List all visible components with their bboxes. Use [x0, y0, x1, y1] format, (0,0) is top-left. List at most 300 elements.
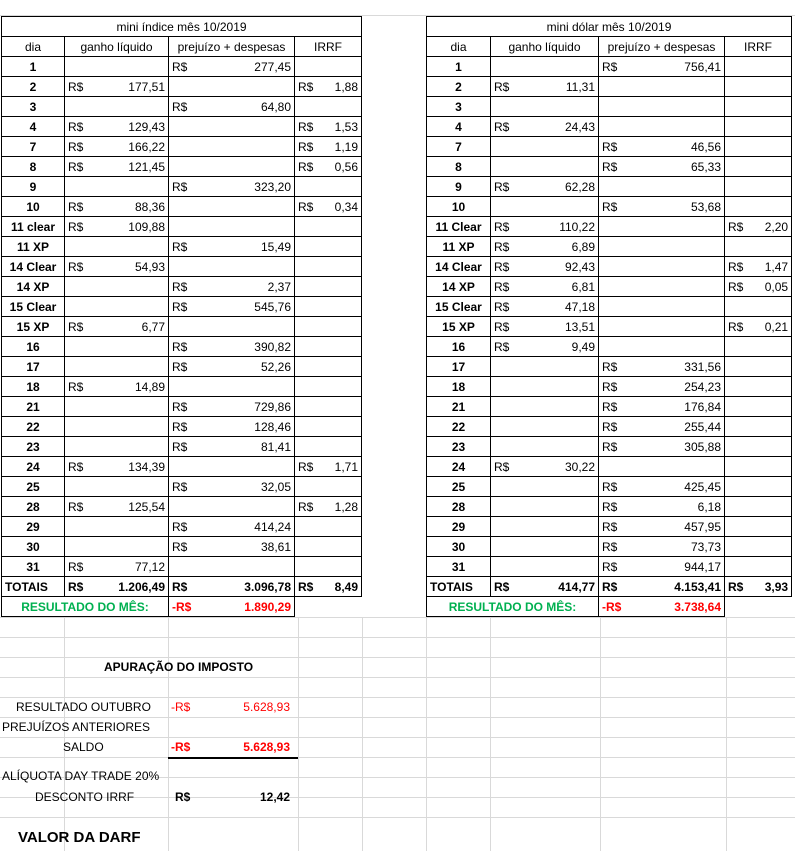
totals-ganho: [491, 577, 599, 597]
amount: 0,56: [334, 159, 359, 174]
amount: 121,45: [128, 159, 165, 174]
ganho-cell-money: [494, 260, 595, 274]
day-cell: 4: [427, 117, 491, 137]
irrf-cell: [725, 437, 792, 457]
table-row: [427, 177, 792, 197]
amount: 414,24: [254, 519, 291, 534]
table-row: [2, 177, 362, 197]
totals-row: [427, 577, 792, 597]
day-cell: 4: [2, 117, 65, 137]
currency-symbol: R$: [602, 399, 618, 414]
irrf-cell: [295, 97, 362, 117]
amount: 46,56: [690, 139, 721, 154]
amount: 1,28: [334, 499, 359, 514]
ganho-cell: [491, 57, 599, 77]
day-cell: 7: [2, 137, 65, 157]
header-dia: dia: [427, 37, 491, 57]
irrf-cell: [295, 497, 362, 517]
prejuizo-cell: [169, 157, 295, 177]
ganho-cell: [491, 117, 599, 137]
day-cell: 8: [427, 157, 491, 177]
currency-symbol: R$: [602, 519, 618, 534]
currency-symbol: R$: [602, 379, 618, 394]
ganho-cell: [65, 177, 169, 197]
prejuizo-cell-money: [172, 240, 291, 254]
irrf-cell: [295, 437, 362, 457]
amount: 110,22: [559, 219, 595, 234]
day-cell: 28: [2, 497, 65, 517]
prejuizo-cell: [169, 337, 295, 357]
prejuizos-anteriores-label: PREJUÍZOS ANTERIORES: [2, 720, 151, 734]
amount: 125,54: [128, 499, 165, 514]
currency-symbol: R$: [298, 579, 314, 594]
mini-dolar-table: [426, 16, 792, 617]
mini-indice-title: mini índice mês 10/2019: [2, 17, 362, 37]
table-row: [2, 57, 362, 77]
amount: 6,18: [697, 499, 721, 514]
currency-symbol: R$: [172, 279, 188, 294]
ganho-cell: [65, 557, 169, 577]
desconto-irrf-prefix: R$: [175, 790, 191, 804]
day-cell: 25: [2, 477, 65, 497]
header-dia: dia: [2, 37, 65, 57]
amount: 390,82: [254, 339, 291, 354]
amount: 15,49: [260, 239, 291, 254]
irrf-money: [298, 120, 358, 134]
table-row: [2, 357, 362, 377]
amount: 729,86: [254, 399, 291, 414]
ganho-cell: [491, 217, 599, 237]
day-cell: 30: [427, 537, 491, 557]
table-row: [427, 477, 792, 497]
currency-symbol: R$: [68, 379, 84, 394]
irrf-cell: [725, 117, 792, 137]
irrf-cell: [725, 297, 792, 317]
irrf-cell: [725, 457, 792, 477]
currency-symbol: R$: [728, 279, 744, 294]
currency-symbol: R$: [494, 279, 510, 294]
amount: 14,89: [134, 379, 165, 394]
amount: 177,51: [128, 79, 165, 94]
ganho-cell: [491, 177, 599, 197]
table-row: [427, 197, 792, 217]
prejuizo-cell: [169, 417, 295, 437]
table-row: [2, 537, 362, 557]
currency-symbol: R$: [172, 539, 188, 554]
resultado-prefix: -R$: [602, 599, 622, 614]
ganho-cell-money: [494, 180, 595, 194]
amount: 128,46: [254, 419, 291, 434]
ganho-cell: [65, 197, 169, 217]
table-row: [427, 277, 792, 297]
currency-symbol: R$: [728, 219, 744, 234]
prejuizo-cell-money: [602, 200, 721, 214]
prejuizo-cell-money: [172, 360, 291, 374]
irrf-money: [298, 80, 358, 94]
amount: 1,88: [334, 79, 359, 94]
totals-prejuizo-money: [602, 580, 721, 594]
amount: 129,43: [128, 119, 165, 134]
saldo-underline: [168, 757, 298, 759]
amount: 81,41: [260, 439, 291, 454]
prejuizo-cell-money: [602, 560, 721, 574]
day-cell: 22: [427, 417, 491, 437]
day-cell: 21: [427, 397, 491, 417]
amount: 6,77: [141, 319, 165, 334]
amount: 277,45: [254, 59, 291, 74]
prejuizo-cell: [169, 277, 295, 297]
table-row: [2, 277, 362, 297]
ganho-cell: [65, 357, 169, 377]
amount: 8,49: [334, 579, 359, 594]
currency-symbol: R$: [68, 79, 84, 94]
irrf-cell: [295, 277, 362, 297]
valor-darf-label: VALOR DA DARF: [18, 829, 141, 846]
amount: 52,26: [260, 359, 291, 374]
totals-row: [2, 577, 362, 597]
irrf-cell: [725, 377, 792, 397]
ganho-cell-money: [494, 280, 595, 294]
ganho-cell: [65, 257, 169, 277]
prejuizo-cell: [599, 357, 725, 377]
irrf-money: [298, 140, 358, 154]
irrf-cell: [725, 217, 792, 237]
irrf-cell: [295, 177, 362, 197]
amount: 1,47: [764, 259, 789, 274]
prejuizo-cell: [599, 177, 725, 197]
ganho-cell: [491, 437, 599, 457]
prejuizo-cell-money: [602, 400, 721, 414]
day-cell: 14 XP: [427, 277, 491, 297]
irrf-cell: [295, 397, 362, 417]
currency-symbol: R$: [494, 179, 510, 194]
prejuizo-cell: [169, 117, 295, 137]
currency-symbol: R$: [172, 299, 188, 314]
irrf-cell: [725, 397, 792, 417]
day-cell: 11 clear: [2, 217, 65, 237]
table-row: [2, 377, 362, 397]
currency-symbol: R$: [494, 219, 510, 234]
ganho-cell: [491, 157, 599, 177]
prejuizo-cell-money: [602, 60, 721, 74]
prejuizo-cell: [599, 277, 725, 297]
irrf-cell: [725, 57, 792, 77]
day-cell: 17: [2, 357, 65, 377]
header-ganho: ganho líquido: [65, 37, 169, 57]
currency-symbol: R$: [68, 199, 84, 214]
day-cell: 2: [2, 77, 65, 97]
prejuizo-cell: [599, 97, 725, 117]
currency-symbol: R$: [298, 119, 314, 134]
prejuizo-cell: [599, 77, 725, 97]
table-row: [427, 97, 792, 117]
currency-symbol: R$: [298, 199, 314, 214]
ganho-cell: [491, 357, 599, 377]
currency-symbol: R$: [602, 359, 618, 374]
day-cell: 11 XP: [2, 237, 65, 257]
currency-symbol: R$: [172, 399, 188, 414]
day-cell: 11 XP: [427, 237, 491, 257]
table-row: [427, 317, 792, 337]
table-row: [2, 137, 362, 157]
prejuizo-cell-money: [172, 340, 291, 354]
irrf-cell: [295, 337, 362, 357]
amount: 54,93: [134, 259, 165, 274]
ganho-cell: [491, 337, 599, 357]
ganho-cell: [65, 517, 169, 537]
ganho-cell: [65, 217, 169, 237]
resultado-label: RESULTADO DO MÊS:: [427, 597, 599, 617]
table-row: [427, 517, 792, 537]
ganho-cell: [65, 57, 169, 77]
irrf-cell: [725, 177, 792, 197]
currency-symbol: R$: [298, 79, 314, 94]
prejuizo-cell: [169, 77, 295, 97]
day-cell: 9: [427, 177, 491, 197]
amount: 176,84: [684, 399, 721, 414]
day-cell: 23: [2, 437, 65, 457]
irrf-cell: [295, 137, 362, 157]
saldo-prefix: -R$: [171, 740, 191, 754]
irrf-cell: [295, 157, 362, 177]
day-cell: 21: [2, 397, 65, 417]
ganho-cell: [65, 337, 169, 357]
ganho-cell: [491, 397, 599, 417]
ganho-cell: [491, 77, 599, 97]
table-row: [2, 517, 362, 537]
prejuizo-cell-money: [172, 300, 291, 314]
ganho-cell: [65, 237, 169, 257]
ganho-cell-money: [68, 460, 165, 474]
ganho-cell-money: [68, 320, 165, 334]
irrf-cell: [725, 537, 792, 557]
prejuizo-cell: [169, 357, 295, 377]
prejuizo-cell: [169, 297, 295, 317]
amount: 6,89: [571, 239, 595, 254]
day-cell: 7: [427, 137, 491, 157]
amount: 254,23: [684, 379, 721, 394]
mini-dolar-title: mini dólar mês 10/2019: [427, 17, 792, 37]
prejuizo-cell-money: [602, 380, 721, 394]
table-row: [427, 117, 792, 137]
prejuizo-cell: [169, 317, 295, 337]
currency-symbol: R$: [172, 579, 188, 594]
table-row: [427, 397, 792, 417]
day-cell: 2: [427, 77, 491, 97]
table-row: [2, 397, 362, 417]
irrf-cell: [725, 337, 792, 357]
currency-symbol: R$: [68, 459, 84, 474]
currency-symbol: R$: [602, 419, 618, 434]
table-row: [2, 217, 362, 237]
prejuizo-cell-money: [172, 180, 291, 194]
irrf-cell: [295, 557, 362, 577]
currency-symbol: R$: [172, 479, 188, 494]
currency-symbol: R$: [172, 59, 188, 74]
currency-symbol: R$: [298, 139, 314, 154]
prejuizo-cell-money: [172, 100, 291, 114]
amount: 331,56: [684, 359, 721, 374]
irrf-money: [728, 320, 788, 334]
table-row: [427, 457, 792, 477]
amount: 88,36: [134, 199, 165, 214]
totals-prejuizo: [599, 577, 725, 597]
amount: 3,93: [764, 579, 789, 594]
irrf-cell: [295, 357, 362, 377]
amount: 11,31: [565, 79, 595, 94]
day-cell: 14 Clear: [427, 257, 491, 277]
amount: 1,71: [334, 459, 359, 474]
currency-symbol: R$: [602, 59, 618, 74]
day-cell: 24: [427, 457, 491, 477]
ganho-cell: [491, 237, 599, 257]
irrf-money: [728, 260, 788, 274]
totals-prejuizo-money: [172, 580, 291, 594]
totals-irrf-money: [728, 580, 788, 594]
currency-symbol: R$: [172, 359, 188, 374]
ganho-cell-money: [68, 200, 165, 214]
resultado-money: [172, 600, 291, 614]
irrf-money: [298, 500, 358, 514]
currency-symbol: R$: [602, 579, 618, 594]
amount: 756,41: [684, 59, 721, 74]
prejuizo-cell: [169, 397, 295, 417]
table-row: [2, 157, 362, 177]
currency-symbol: R$: [602, 199, 618, 214]
day-cell: 30: [2, 537, 65, 557]
day-cell: 15 XP: [2, 317, 65, 337]
day-cell: 15 Clear: [2, 297, 65, 317]
prejuizo-cell: [169, 437, 295, 457]
day-cell: 17: [427, 357, 491, 377]
prejuizo-cell: [169, 557, 295, 577]
table-row: [2, 557, 362, 577]
amount: 77,12: [134, 559, 165, 574]
day-cell: 9: [2, 177, 65, 197]
ganho-cell: [491, 557, 599, 577]
currency-symbol: R$: [298, 159, 314, 174]
amount: 65,33: [690, 159, 721, 174]
day-cell: 31: [427, 557, 491, 577]
irrf-money: [298, 160, 358, 174]
prejuizo-cell: [599, 137, 725, 157]
header-irrf: IRRF: [295, 37, 362, 57]
irrf-money: [728, 220, 788, 234]
ganho-cell: [65, 497, 169, 517]
prejuizo-cell-money: [172, 280, 291, 294]
amount: 1.206,49: [118, 579, 165, 594]
irrf-cell: [725, 237, 792, 257]
resultado-outubro-value: 5.628,93: [243, 700, 290, 714]
amount: 0,05: [764, 279, 789, 294]
amount: 73,73: [690, 539, 721, 554]
irrf-cell: [295, 457, 362, 477]
irrf-cell: [295, 77, 362, 97]
prejuizo-cell-money: [172, 480, 291, 494]
ganho-cell-money: [494, 320, 595, 334]
day-cell: 29: [2, 517, 65, 537]
day-cell: 1: [2, 57, 65, 77]
ganho-cell-money: [494, 120, 595, 134]
currency-symbol: R$: [602, 439, 618, 454]
amount: 32,05: [260, 479, 291, 494]
day-cell: 8: [2, 157, 65, 177]
ganho-cell-money: [68, 80, 165, 94]
irrf-cell: [725, 517, 792, 537]
irrf-cell: [295, 377, 362, 397]
prejuizo-cell: [599, 497, 725, 517]
table-row: [2, 237, 362, 257]
currency-symbol: R$: [602, 539, 618, 554]
currency-symbol: R$: [602, 499, 618, 514]
amount: 4.153,41: [674, 579, 721, 594]
prejuizo-cell-money: [602, 160, 721, 174]
desconto-irrf-label: DESCONTO IRRF: [35, 790, 135, 804]
day-cell: 10: [427, 197, 491, 217]
ganho-cell: [491, 97, 599, 117]
apuracao-title: APURAÇÃO DO IMPOSTO: [104, 660, 254, 674]
amount: 6,81: [571, 279, 595, 294]
prejuizo-cell: [599, 57, 725, 77]
currency-symbol: R$: [602, 139, 618, 154]
day-cell: 16: [427, 337, 491, 357]
day-cell: 31: [2, 557, 65, 577]
ganho-cell: [65, 277, 169, 297]
prejuizo-cell: [169, 377, 295, 397]
table-row: [427, 57, 792, 77]
table-row: [427, 217, 792, 237]
table-row: [427, 77, 792, 97]
amount: 134,39: [128, 459, 165, 474]
prejuizo-cell-money: [602, 520, 721, 534]
amount: 457,95: [684, 519, 721, 534]
currency-symbol: R$: [602, 479, 618, 494]
ganho-cell: [65, 77, 169, 97]
table-row: [427, 257, 792, 277]
currency-symbol: R$: [494, 579, 510, 594]
ganho-cell: [491, 417, 599, 437]
irrf-money: [298, 460, 358, 474]
table-row: [2, 77, 362, 97]
ganho-cell: [491, 457, 599, 477]
amount: 62,28: [564, 179, 595, 194]
ganho-cell-money: [494, 460, 595, 474]
prejuizo-cell: [599, 297, 725, 317]
prejuizo-cell: [599, 217, 725, 237]
currency-symbol: R$: [494, 339, 510, 354]
prejuizo-cell: [599, 197, 725, 217]
prejuizo-cell-money: [602, 440, 721, 454]
totals-ganho-money: [494, 580, 595, 594]
amount: 64,80: [260, 99, 291, 114]
amount: 13,51: [564, 319, 595, 334]
currency-symbol: R$: [172, 419, 188, 434]
currency-symbol: R$: [68, 139, 84, 154]
ganho-cell-money: [68, 260, 165, 274]
table-row: [2, 97, 362, 117]
ganho-cell-money: [68, 380, 165, 394]
totals-label: TOTAIS: [427, 577, 491, 597]
table-row: [427, 337, 792, 357]
amount: 323,20: [254, 179, 291, 194]
amount: 414,77: [558, 579, 595, 594]
table-row: [2, 337, 362, 357]
table-row: [427, 417, 792, 437]
day-cell: 25: [427, 477, 491, 497]
irrf-cell: [295, 477, 362, 497]
currency-symbol: R$: [602, 159, 618, 174]
prejuizo-cell: [169, 217, 295, 237]
